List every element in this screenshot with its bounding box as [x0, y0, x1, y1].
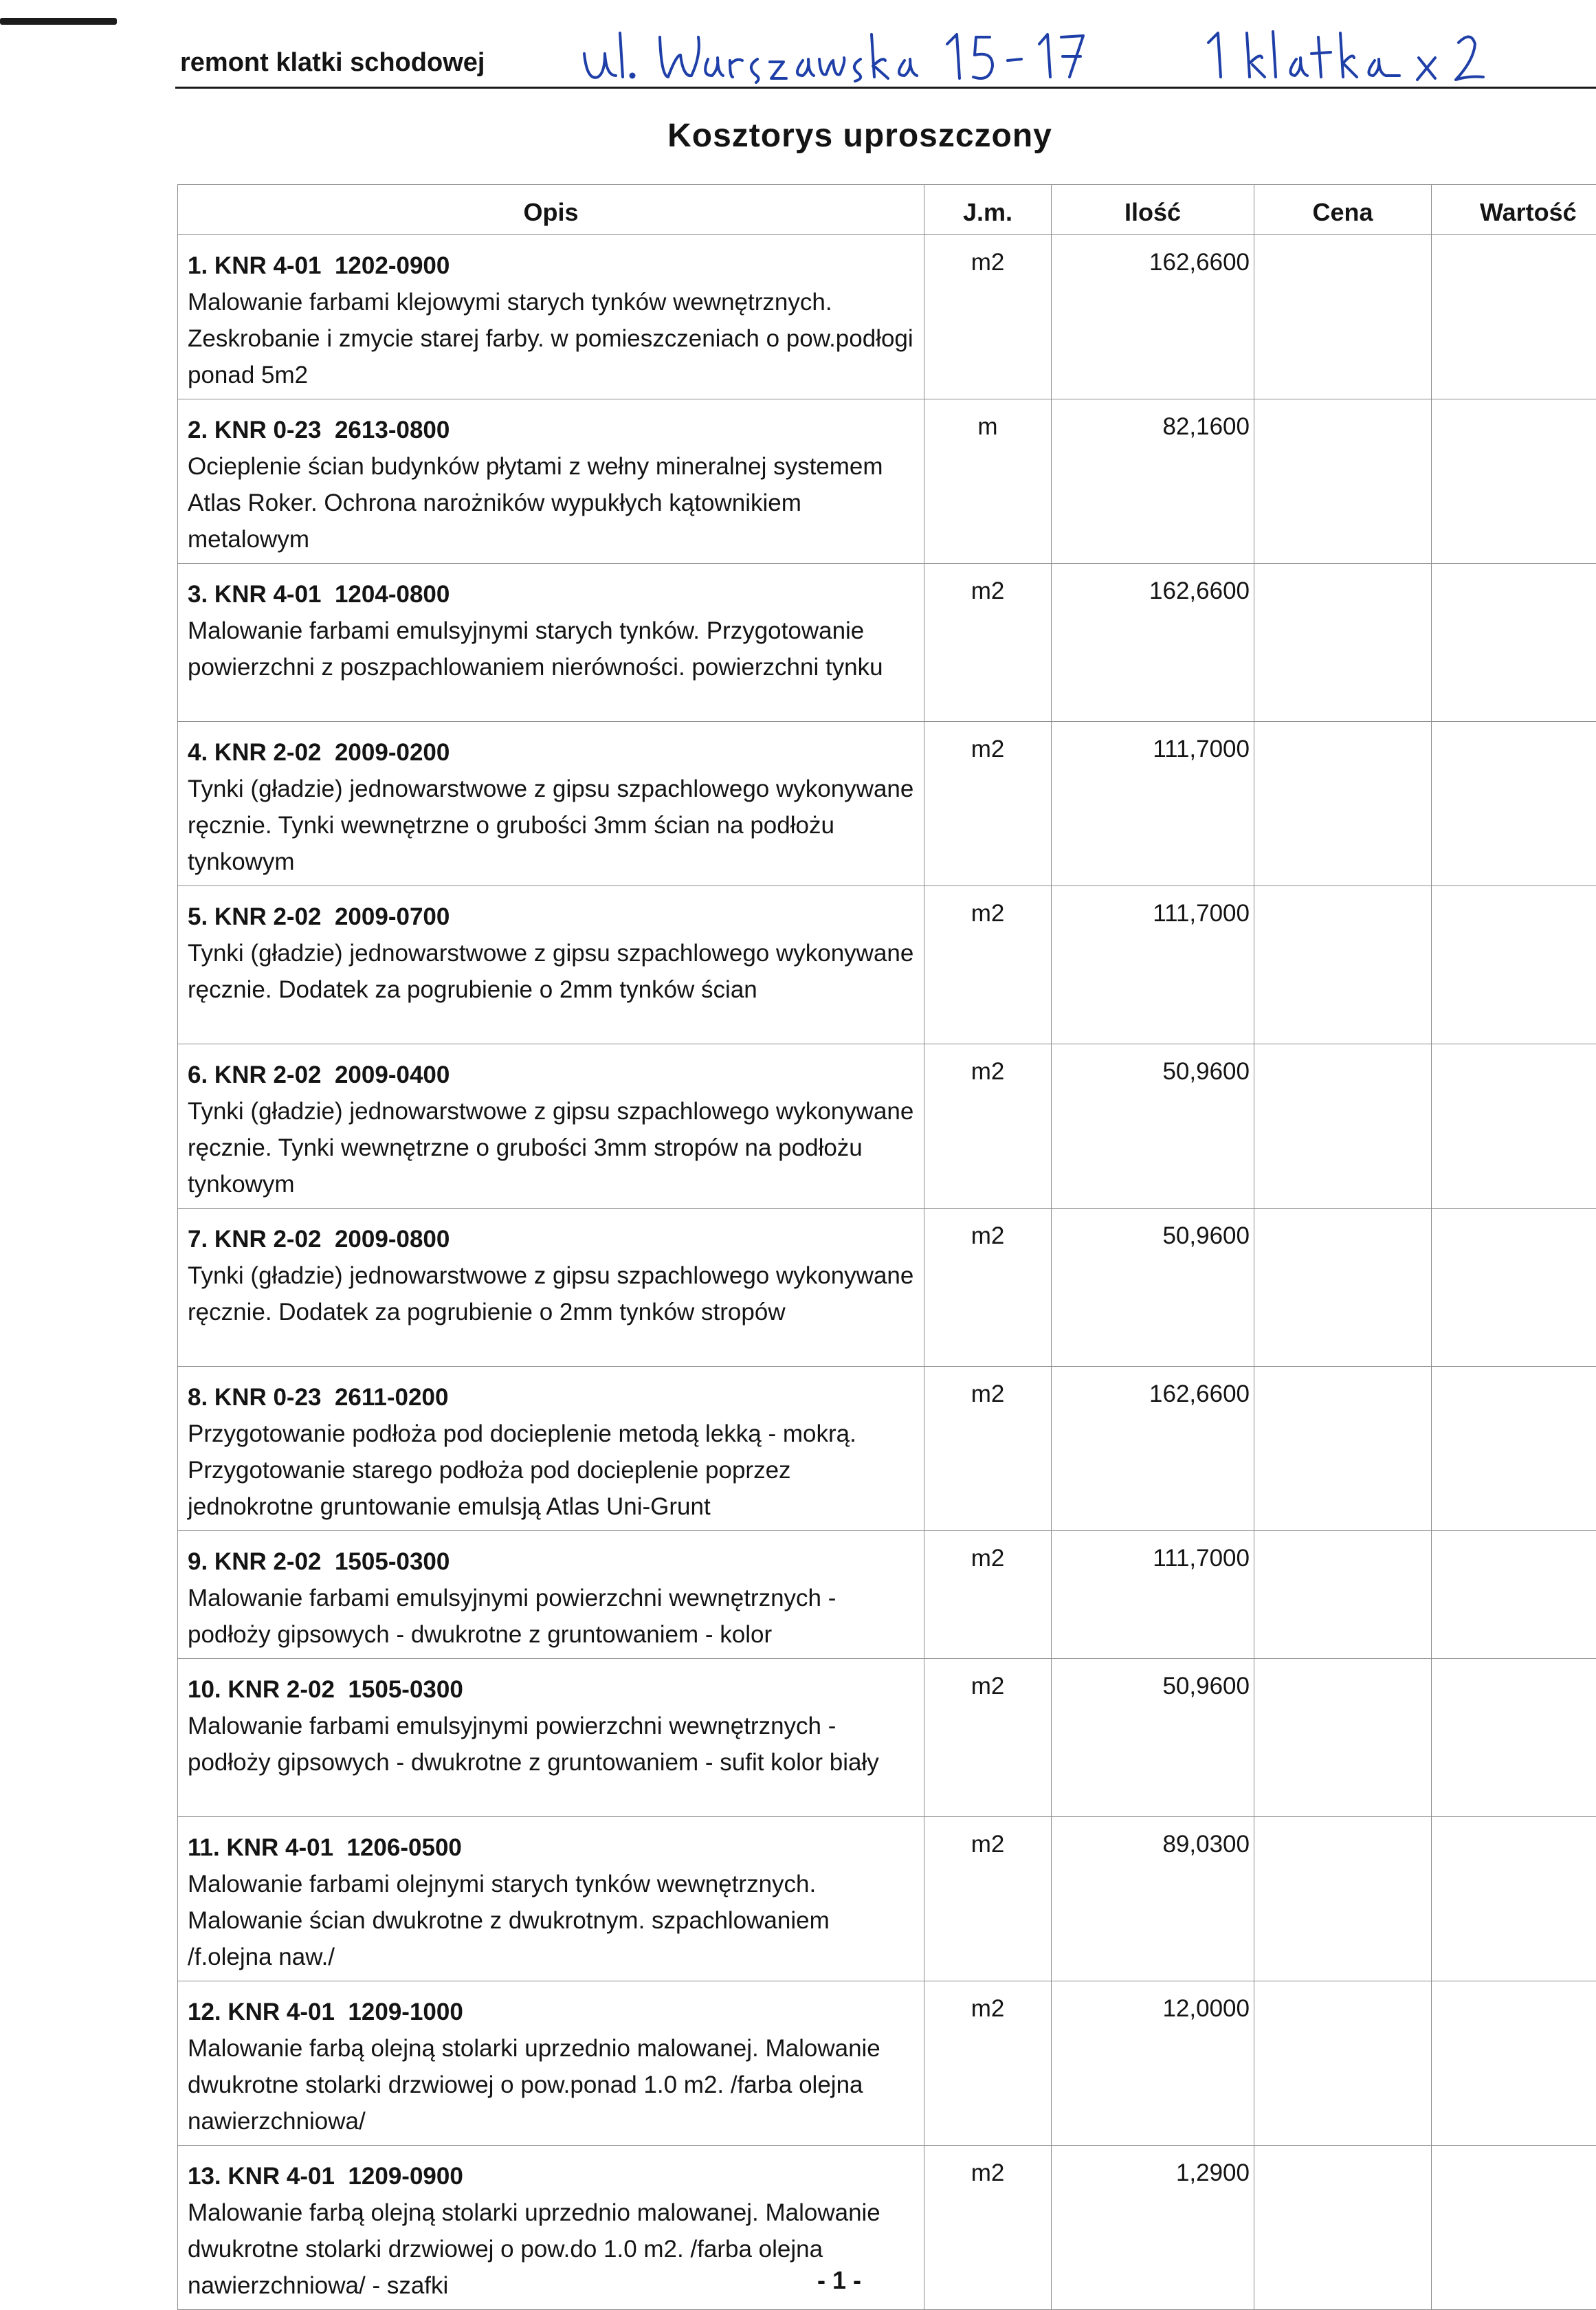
- column-header-wartosc: Wartość: [1432, 185, 1596, 235]
- cell-quantity: 12,0000: [1052, 1981, 1254, 2146]
- cell-value: [1432, 1817, 1596, 1981]
- table-header-row: [178, 185, 1596, 235]
- position-description: Tynki (gładzie) jednowarstwowe z gipsu szpachlowego wykonywane ręcznie. Tynki wewnętrzne o grubości 3mm ścian na podłożu tynkowym: [188, 771, 917, 880]
- cell-opis: [178, 564, 924, 722]
- cell-quantity: 111,7000: [1052, 722, 1254, 886]
- document-title: Kosztorys uproszczony: [124, 117, 1596, 155]
- position-description: Malowanie farbami emulsyjnymi powierzchni wewnętrznych - podłoży gipsowych - dwukrotne z gruntowaniem - sufit kolor biały: [188, 1708, 917, 1781]
- cell-opis: [178, 722, 924, 886]
- cell-opis: [178, 235, 924, 399]
- cell-unit: m2: [924, 1044, 1052, 1209]
- cell-value: [1432, 235, 1596, 399]
- cell-opis: [178, 1817, 924, 1981]
- cell-price: [1254, 1531, 1432, 1659]
- position-description: Tynki (gładzie) jednowarstwowe z gipsu szpachlowego wykonywane ręcznie. Tynki wewnętrzne o grubości 3mm stropów na podłożu tynkowym: [188, 1093, 917, 1202]
- position-description: Malowanie farbą olejną stolarki uprzednio malowanej. Malowanie dwukrotne stolarki drzwiowej o pow.do 1.0 m2. /farba olejna nawierzchniowa/ - szafki: [188, 2194, 917, 2304]
- cell-unit: m2: [924, 1981, 1052, 2146]
- cell-price: [1254, 1044, 1432, 1209]
- cell-price: [1254, 399, 1432, 564]
- table-row: [178, 1817, 1596, 1981]
- position-description: Przygotowanie podłoża pod docieplenie metodą lekką - mokrą. Przygotowanie starego podłoża pod docieplenie poprzez jednokrotne gruntowanie emulsją Atlas Uni-Grunt: [188, 1416, 917, 1525]
- position-code: 13. KNR 4-01 1209-0900: [188, 2158, 917, 2194]
- cell-quantity: 162,6600: [1052, 564, 1254, 722]
- position-code: 8. KNR 0-23 2611-0200: [188, 1379, 917, 1416]
- position-code: 6. KNR 2-02 2009-0400: [188, 1057, 917, 1093]
- cell-value: [1432, 1981, 1596, 2146]
- cell-value: [1432, 1531, 1596, 1659]
- cell-value: [1432, 1367, 1596, 1531]
- cell-value: [1432, 1044, 1596, 1209]
- header-rule: [175, 87, 1596, 89]
- position-code: 4. KNR 2-02 2009-0200: [188, 734, 917, 771]
- cell-unit: m2: [924, 722, 1052, 886]
- table-row: [178, 886, 1596, 1044]
- table-row: [178, 1531, 1596, 1659]
- page-number: - 1 -: [82, 2266, 1596, 2295]
- position-description: Malowanie farbami emulsyjnymi starych tynków. Przygotowanie powierzchni z poszpachlowaniem nierówności. powierzchni tynku: [188, 613, 917, 685]
- cell-value: [1432, 886, 1596, 1044]
- cell-quantity: 50,9600: [1052, 1044, 1254, 1209]
- cell-unit: m: [924, 399, 1052, 564]
- position-code: 5. KNR 2-02 2009-0700: [188, 899, 917, 935]
- cell-price: [1254, 1817, 1432, 1981]
- position-code: 9. KNR 2-02 1505-0300: [188, 1543, 917, 1580]
- table-row: [178, 1981, 1596, 2146]
- position-code: 10. KNR 2-02 1505-0300: [188, 1671, 917, 1708]
- cell-price: [1254, 722, 1432, 886]
- table-row: [178, 722, 1596, 886]
- cell-quantity: 89,0300: [1052, 1817, 1254, 1981]
- cell-opis: [178, 399, 924, 564]
- scan-mark: [0, 18, 117, 25]
- column-header-ilosc: Ilość: [1052, 185, 1254, 235]
- table-row: [178, 1659, 1596, 1817]
- handwritten-address-note: [577, 28, 1519, 89]
- position-code: 7. KNR 2-02 2009-0800: [188, 1221, 917, 1257]
- position-description: Malowanie farbami olejnymi starych tynków wewnętrznych. Malowanie ścian dwukrotne z dwukrotnym. szpachlowaniem /f.olejna naw./: [188, 1866, 917, 1975]
- column-header-opis: Opis: [178, 185, 924, 235]
- cell-unit: m2: [924, 1659, 1052, 1817]
- cell-unit: m2: [924, 235, 1052, 399]
- cell-unit: m2: [924, 1209, 1052, 1367]
- cell-value: [1432, 1209, 1596, 1367]
- position-description: Malowanie farbą olejną stolarki uprzednio malowanej. Malowanie dwukrotne stolarki drzwiowej o pow.ponad 1.0 m2. /farba olejna nawierzchniowa/: [188, 2030, 917, 2140]
- cell-price: [1254, 1659, 1432, 1817]
- position-code: 11. KNR 4-01 1206-0500: [188, 1829, 917, 1866]
- table-row: [178, 1209, 1596, 1367]
- cell-quantity: 111,7000: [1052, 1531, 1254, 1659]
- cell-price: [1254, 886, 1432, 1044]
- position-description: Tynki (gładzie) jednowarstwowe z gipsu szpachlowego wykonywane ręcznie. Dodatek za pogrubienie o 2mm tynków ścian: [188, 935, 917, 1008]
- cell-quantity: 50,9600: [1052, 1659, 1254, 1817]
- cell-quantity: 82,1600: [1052, 399, 1254, 564]
- cell-opis: [178, 1531, 924, 1659]
- cell-quantity: 162,6600: [1052, 1367, 1254, 1531]
- cell-quantity: 50,9600: [1052, 1209, 1254, 1367]
- cell-unit: m2: [924, 1817, 1052, 1981]
- table-row: [178, 1044, 1596, 1209]
- cell-value: [1432, 564, 1596, 722]
- table-row: [178, 235, 1596, 399]
- cell-price: [1254, 1209, 1432, 1367]
- cell-opis: [178, 1981, 924, 2146]
- cell-unit: m2: [924, 1367, 1052, 1531]
- cell-price: [1254, 1981, 1432, 2146]
- cell-opis: [178, 1044, 924, 1209]
- cell-quantity: 162,6600: [1052, 235, 1254, 399]
- position-description: Tynki (gładzie) jednowarstwowe z gipsu szpachlowego wykonywane ręcznie. Dodatek za pogrubienie o 2mm tynków stropów: [188, 1257, 917, 1330]
- cell-opis: [178, 1209, 924, 1367]
- column-header-jm: J.m.: [924, 185, 1052, 235]
- cell-unit: m2: [924, 1531, 1052, 1659]
- table-row: [178, 399, 1596, 564]
- cell-price: [1254, 564, 1432, 722]
- cell-quantity: 111,7000: [1052, 886, 1254, 1044]
- cell-price: [1254, 1367, 1432, 1531]
- position-code: 2. KNR 0-23 2613-0800: [188, 412, 917, 448]
- cell-value: [1432, 722, 1596, 886]
- cell-quantity: 1,2900: [1052, 2146, 1254, 2310]
- position-description: Malowanie farbami klejowymi starych tynków wewnętrznych. Zeskrobanie i zmycie starej farby. w pomieszczeniach o pow.podłogi ponad 5m2: [188, 284, 917, 393]
- table-row: [178, 564, 1596, 722]
- position-code: 12. KNR 4-01 1209-1000: [188, 1994, 917, 2030]
- position-description: Malowanie farbami emulsyjnymi powierzchni wewnętrznych - podłoży gipsowych - dwukrotne z gruntowaniem - kolor: [188, 1580, 917, 1653]
- cell-unit: m2: [924, 564, 1052, 722]
- cell-unit: m2: [924, 2146, 1052, 2310]
- estimate-table: [177, 184, 1596, 2310]
- cell-opis: [178, 1367, 924, 1531]
- table-row: [178, 1367, 1596, 1531]
- cell-value: [1432, 399, 1596, 564]
- column-header-cena: Cena: [1254, 185, 1432, 235]
- cell-unit: m2: [924, 886, 1052, 1044]
- position-description: Ocieplenie ścian budynków płytami z wełny mineralnej systemem Atlas Roker. Ochrona narożników wypukłych kątownikiem metalowym: [188, 448, 917, 558]
- project-title: remont klatki schodowej: [180, 48, 485, 78]
- cell-value: [1432, 1659, 1596, 1817]
- position-code: 3. KNR 4-01 1204-0800: [188, 576, 917, 613]
- cell-price: [1254, 235, 1432, 399]
- position-code: 1. KNR 4-01 1202-0900: [188, 248, 917, 284]
- cell-opis: [178, 1659, 924, 1817]
- cell-opis: [178, 886, 924, 1044]
